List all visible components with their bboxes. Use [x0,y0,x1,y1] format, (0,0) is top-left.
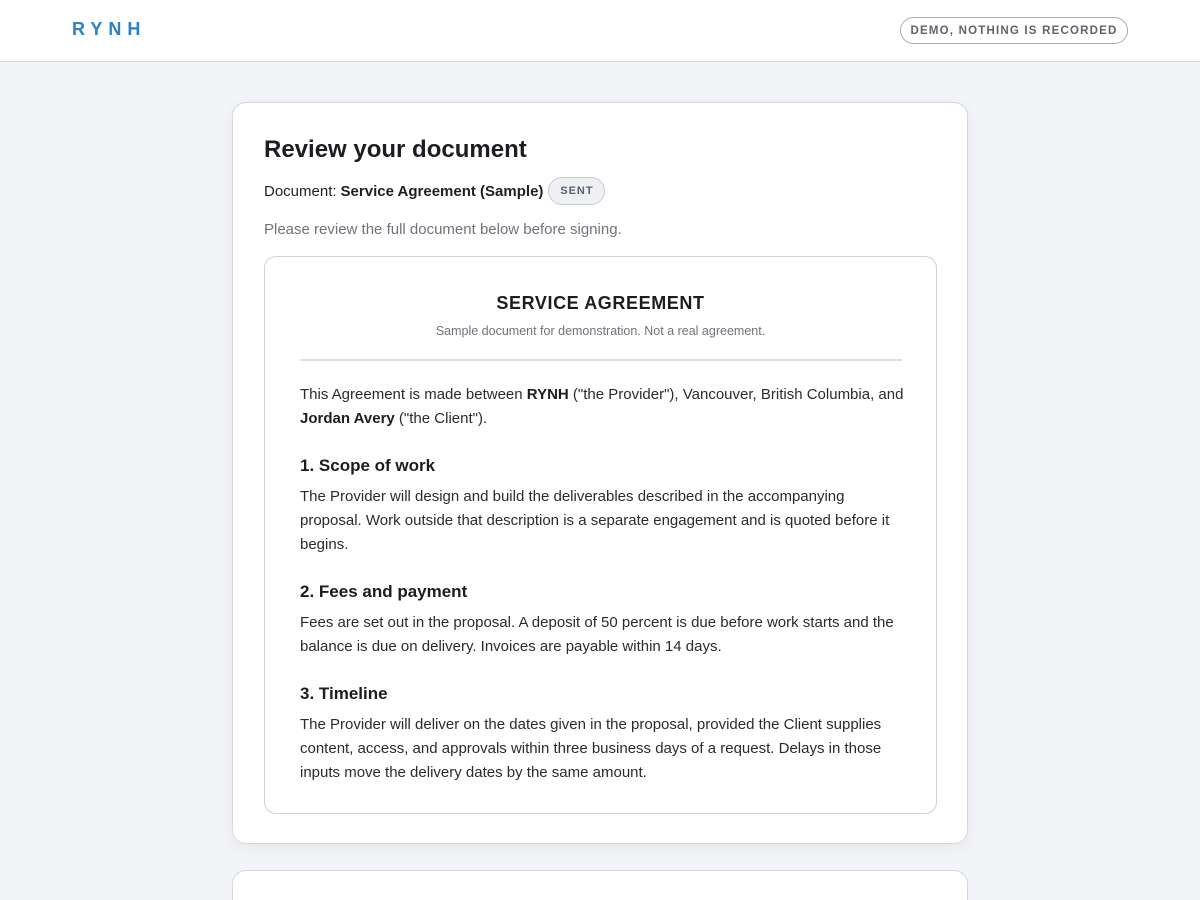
provider-name: RYNH [526,386,569,403]
agreement-subtitle: Sample document for demonstration. Not a real agreement. [435,324,766,338]
review-instructions: Please review the full document below before signing. [264,221,622,238]
agreement-body [300,383,905,785]
section-heading-timeline: 3. Timeline [300,684,388,703]
status-badge: SENT [548,177,605,205]
intro-text: ("the Provider"), Vancouver, British Columbia, and [568,386,904,403]
document-viewer[interactable] [264,256,937,814]
section-body-scope: The Provider will design and build the deliverables described in the accompanying proposal. Work outside that description is a separate engagement and is quoted before it begins. [300,488,890,553]
section-heading-scope: 1. Scope of work [300,456,436,475]
page-title: Review your document [264,136,527,163]
demo-mode-badge: DEMO, NOTHING IS RECORDED [900,17,1128,44]
section-body-timeline: The Provider will deliver on the dates given in the proposal, provided the Client supplies content, access, and approvals within three business days of a request. Delays in those inputs move the delivery dates by the same amount. [300,716,882,781]
intro-text: ("the Client"). [394,410,488,427]
next-card [232,870,968,900]
section-heading-fees: 2. Fees and payment [300,582,468,601]
top-bar [0,0,1200,62]
divider [300,359,902,361]
logo[interactable]: RYNH [72,19,147,39]
client-name: Jordan Avery [300,410,395,427]
document-name: Service Agreement (Sample) [340,182,544,200]
review-card [232,102,968,844]
document-info [264,177,605,205]
section-body-fees: Fees are set out in the proposal. A deposit of 50 percent is due before work starts and the balance is due on delivery. Invoices are payable within 14 days. [300,614,894,655]
intro-text: This Agreement is made between [300,386,527,403]
agreement-intro [300,383,905,431]
agreement-heading: SERVICE AGREEMENT [496,293,705,313]
document-label: Document: [264,182,337,200]
